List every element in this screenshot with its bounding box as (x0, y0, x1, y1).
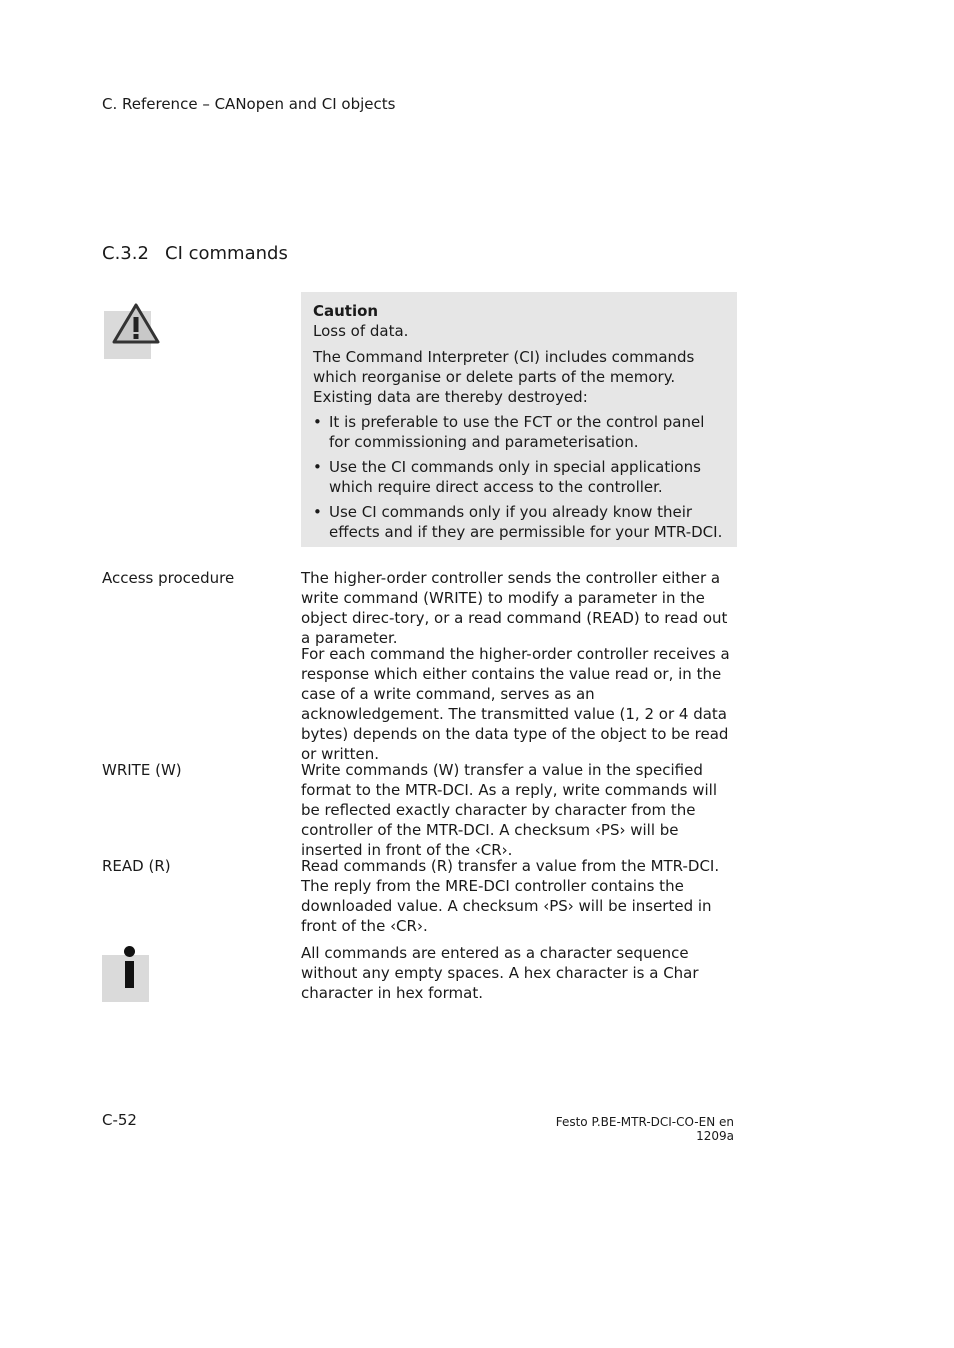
write-text: Write commands (W) transfer a value in the specified format to the MTR-DCI. As a reply, write commands will be reflected exactly character by character from the controller of the MTR-DCI. A checksum ‹PS› will be inserted in front of the ‹CR›. (301, 761, 718, 859)
running-header: C. Reference – CANopen and CI objects (102, 95, 396, 113)
caution-bullet-item: • Use CI commands only if you already know their effects and if they are permissible for your MTR-DCI. (313, 503, 723, 541)
caution-bullet-item: • It is preferable to use the FCT or the control panel for commissioning and parameterisation. (313, 413, 705, 451)
access-procedure-label: Access procedure (102, 569, 235, 587)
page-number: C-52 (102, 1111, 137, 1129)
caution-bullet-list (313, 412, 725, 542)
access-procedure-para2: For each command the higher-order controller receives a response which either contains the value read or, in the case of a write command, serves as an acknowledgement. The transmitted value (1, 2 or 4 data bytes) depends on the data type of the object to be read or written. (301, 645, 730, 763)
caution-box (301, 292, 737, 547)
read-label: READ (R) (102, 857, 171, 875)
access-procedure-para1: The higher-order controller sends the controller either a write command (WRITE) to modify a parameter in the object direc-tory, or a read command (READ) to read out a parameter. (301, 569, 728, 647)
bullet-icon: • (313, 413, 322, 431)
section-number: C.3.2 (102, 243, 149, 264)
document-reference: Festo P.BE-MTR-DCI-CO-EN en 1209a (555, 1115, 734, 1143)
bullet-icon: • (313, 503, 322, 521)
caution-subtitle: Loss of data. (313, 322, 409, 340)
caution-text: The Command Interpreter (CI) includes commands which reorganise or delete parts of the memory. Existing data are thereby destroyed: (313, 348, 695, 406)
write-label: WRITE (W) (102, 761, 182, 779)
read-text: Read commands (R) transfer a value from the MTR-DCI. The reply from the MRE-DCI controller contains the downloaded value. A checksum ‹PS› will be inserted in front of the ‹CR›. (301, 857, 720, 935)
warning-triangle-icon (104, 303, 160, 359)
caution-title: Caution (313, 302, 379, 320)
section-heading (102, 243, 288, 264)
bullet-icon: • (313, 458, 322, 476)
info-icon (102, 946, 150, 1002)
section-title: CI commands (165, 243, 288, 264)
note-text: All commands are entered as a character sequence without any empty spaces. A hex character is a Char character in hex format. (301, 944, 699, 1002)
caution-bullet-item: • Use the CI commands only in special applications which require direct access to the controller. (313, 458, 701, 496)
